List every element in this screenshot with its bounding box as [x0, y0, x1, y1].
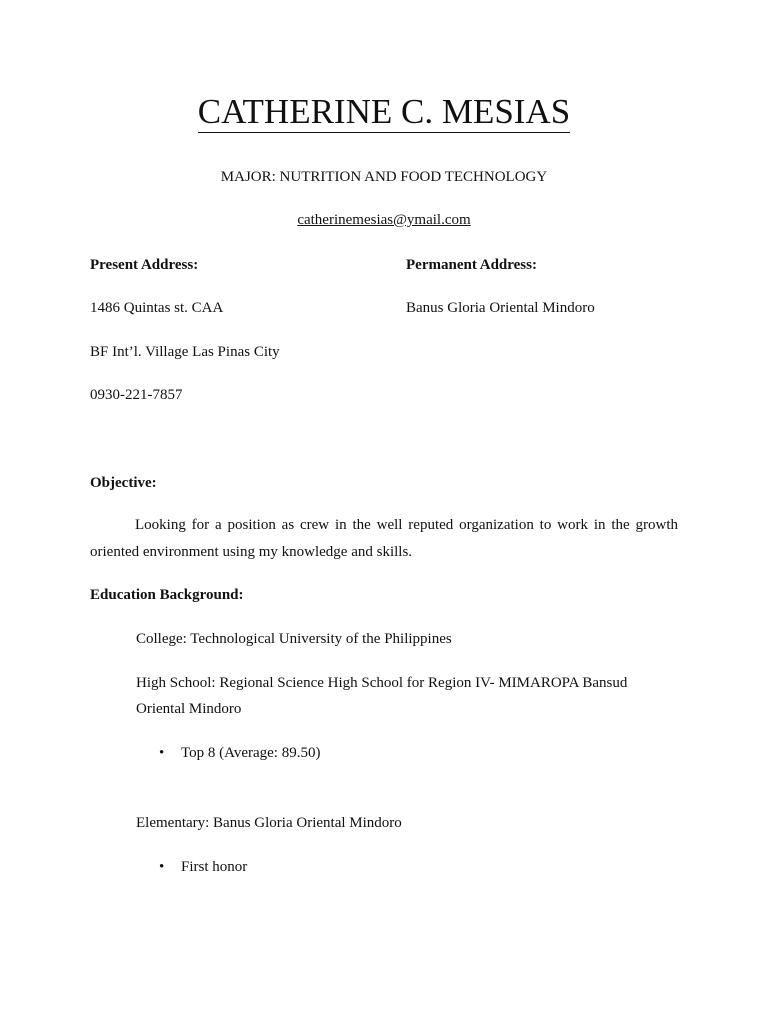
bullet-glyph: • — [159, 859, 165, 875]
elementary-bullet-item — [159, 858, 248, 876]
major-line: MAJOR: NUTRITION AND FOOD TECHNOLOGY — [220, 169, 548, 185]
phone-number: 0930-221-7857 — [90, 387, 183, 403]
objective-text: Looking for a position as crew in the well reputed organization to work in the growth oriented environment using my knowledge and skills. — [90, 517, 678, 560]
high-school-line2: Oriental Mindoro — [136, 701, 242, 717]
college-line: College: Technological University of the Philippines — [136, 631, 452, 647]
present-address-line2: BF Int’l. Village Las Pinas City — [90, 344, 280, 360]
permanent-address-label: Permanent Address: — [406, 257, 537, 273]
high-school-bullet-item — [159, 744, 321, 762]
elementary-bullet-text: First honor — [181, 859, 248, 875]
email-line — [0, 211, 768, 229]
resume-name — [0, 88, 768, 136]
permanent-address-line1: Banus Gloria Oriental Mindoro — [406, 300, 595, 316]
education-label: Education Background: — [90, 587, 244, 603]
present-address-label: Present Address: — [90, 257, 199, 273]
bullet-glyph: • — [159, 745, 165, 761]
high-school-line1: High School: Regional Science High School for Region IV- MIMAROPA Bansud — [136, 675, 628, 691]
email-link[interactable]: catherinemesias@ymail.com — [297, 212, 471, 228]
objective-label: Objective: — [90, 475, 157, 491]
elementary-line: Elementary: Banus Gloria Oriental Mindoro — [136, 815, 402, 831]
resume-name-text: CATHERINE C. MESIAS — [197, 92, 571, 131]
present-address-line1: 1486 Quintas st. CAA — [90, 300, 224, 316]
high-school-bullet-text: Top 8 (Average: 89.50) — [181, 745, 321, 761]
